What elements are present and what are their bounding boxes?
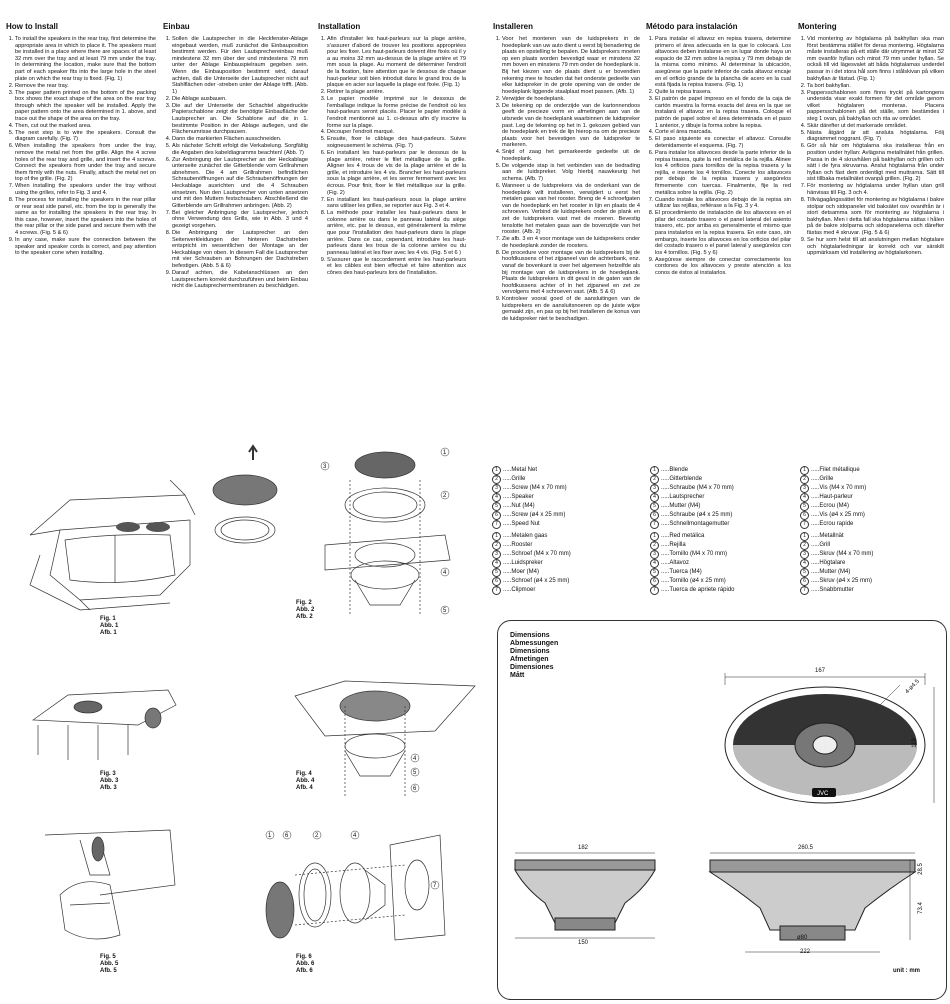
step-item: 5. Nästa åtgärd är att ansluta högtalarna. Följ diagrammet noggrant. (Fig. 7)	[807, 130, 944, 143]
step-item: 7. Zie afb. 3 en 4 voor montage van de luidsprekers onder de hoedeplank zonder de roosters.	[502, 236, 640, 249]
svg-text:5: 5	[443, 608, 447, 614]
dim-28: 28.5	[917, 863, 924, 875]
number-badge: 5	[650, 568, 659, 577]
fig4-illustration	[285, 676, 485, 801]
step-item: 4. Découper l'endroit marqué.	[327, 129, 466, 136]
step-item: 4. Then, cut out the marked area.	[15, 123, 156, 130]
dim-222: 222	[800, 949, 811, 955]
step-item: 7. When installing the speakers under the tray without using the grilles, refer to Fig. 3 and 4.	[15, 183, 156, 196]
number-badge: 3	[492, 550, 501, 559]
step-item: 5. The next step is to wire the speakers. Consult the diagram carefully. (Fig. 7)	[15, 130, 156, 143]
step-item: 2. Retirer la plage arrière.	[327, 89, 466, 96]
step-item: 9. Se hur som helst till att anslutningen mellan högtalare och högtalarledningar är korrekt och var särskilt uppmärksam vid installering av högtalarkonen.	[807, 237, 944, 257]
number-badge: 4	[650, 493, 659, 502]
list-item: 7 ..... Ecrou rapide	[800, 520, 866, 529]
list-item: 6 ..... Vis (ø4 x 25 mm)	[800, 511, 866, 520]
section-title: How to Install	[6, 22, 58, 31]
dim-width-167: 167	[815, 668, 826, 674]
fig5-illustration	[40, 825, 180, 950]
number-badge: 1	[800, 466, 809, 475]
list-item: 1 ..... Metal Net	[492, 466, 567, 475]
number-badge: 3	[800, 550, 809, 559]
step-item: 9. Asegúrese siempre de conectar correctamente los cordones de los altavoces y preste atención a los conos de éstos al instalarlos.	[655, 257, 791, 277]
fig5-caption: Fig. 5 Abb. 5 Afb. 5	[100, 954, 119, 974]
number-badge: 7	[492, 586, 501, 595]
step-item: 6. Zur Anbringung der Lautsprecher an der Heckablage unterseite zunächst die Gitterblende vom Grillrahmen abnehmen. Die 4 am Grillrahmen befindlichen Schraubenöffnungen auf die Schraubenöffnungen der Heckablage ausrichten und die 4 Schrauben einsetzen. Nun den Lautsprecher von unten ansetzen und mit den Muttern festschrauben. Abschließend die Gitterblende am Grillrahmen anbringen. (Abb. 2)	[172, 157, 308, 210]
dim-hole: 4-ø4.5	[904, 678, 921, 696]
dim-182: 182	[578, 845, 589, 851]
list-item: 4 ..... Lautsprecher	[650, 493, 734, 502]
step-item: 5. El paso siguiente es conectar el altavoz. Consulte detenidamente el esquema. (Fig. 7)	[655, 136, 791, 149]
step-item: 9. In any case, make sure the connection between the speaker and speaker cords is correct, and pay attention to the speaker cone when installing.	[15, 237, 156, 257]
list-item: 5 ..... Tuerca (M4)	[650, 568, 735, 577]
fig1-illustration	[20, 475, 200, 615]
parts-list-sv	[800, 532, 873, 595]
step-item: 2. Ta bort bakhyllan.	[807, 83, 944, 90]
speaker-front-view	[710, 665, 940, 815]
list-item: 5 ..... Moer (M4)	[492, 568, 571, 577]
step-item: 3. Pappersschablonen som finns tryckt på kartongens undersida visar exakt formen för det område genom vilket högtalaren monteras. Placera pappersschablonen på det ställe, som bestämdes i steg 1 ovan, på bakhyllan och rita av området.	[807, 90, 944, 123]
col-german	[163, 22, 308, 290]
step-item: 9. S'assurer que le raccordement entre les haut-parleurs et les câbles est bien effectué et faire attention aux cônes des haut-parleurs lors de l'installation.	[327, 257, 466, 277]
list-item: 2 ..... Grille	[800, 475, 866, 484]
step-item: 1. Afin d'installer les haut-parleurs sur la plage arrière, s'assurer d'abord de trouver les positions appropriées pour les fixer. Les haut-parleurs doivent être fixés où il y a au moins 32 mm au-dessus de la plage arrière et 79 mm sous la plage. Au moment de déterminer l'endroit de la fixation, faire attention que le dessous de chaque haut-parleur soit bien introduit dans le grand trou de la plaque en acier sur laquelle la plage est fixée. (Fig. 1)	[327, 36, 466, 89]
list-item: 7 ..... Speed Nut	[492, 520, 567, 529]
section-title: Installeren	[493, 22, 534, 31]
list-item: 6 ..... Tornillo (ø4 x 25 mm)	[650, 577, 735, 586]
list-item: 4 ..... Speaker	[492, 493, 567, 502]
number-badge: 7	[492, 520, 501, 529]
list-item: 3 ..... Skruv (M4 x 70 mm)	[800, 550, 873, 559]
step-item: 1. To install the speakers in the rear tray, first determine the appropriate area in which to place it. The speakers must be installed in a place where there are spaces of at least 32 mm over the tray and at least 79 mm under the tray. In determining the location, make sure that the bottom part of each speaker fits into the large hole in the steel plate on which the rear tray is fixed. (Fig. 1)	[15, 36, 156, 82]
speaker-left	[116, 522, 140, 532]
dim-73: 73.4	[917, 902, 924, 914]
list-item: 7 ..... Clipmoer	[492, 586, 571, 595]
svg-text:7: 7	[433, 883, 437, 889]
list-item: 5 ..... Mutter (M4)	[800, 568, 873, 577]
fig2-illustration	[205, 440, 485, 625]
list-item: 6 ..... Schroef (ø4 x 25 mm)	[492, 577, 571, 586]
step-item: 5. De volgende stap is het verbinden van de bedrading aan de luidspreker. Volg hierbij nauwkeurig het schema. (Afb. 7)	[502, 163, 640, 183]
list-item: 3 ..... Schroef (M4 x 70 mm)	[492, 550, 571, 559]
list-item: 1 ..... Red metálica	[650, 532, 735, 541]
step-item: 5. Als nächster Schritt erfolgt die Verkabelung. Sorgfältig die Angaben des kabeldiagramms beachten! (Abb. 7)	[172, 143, 308, 156]
step-item: 8. The process for installing the speakers in the rear pillar or rear seat side panel, etc. from the top is generally the same as for installing the speakers in the rear tray. In this case, however, insert the speakers into the holes of the rear pillar or the side panel and secure them with the 4 screws. (Fig. 5 & 6)	[15, 197, 156, 237]
step-list	[493, 36, 640, 323]
list-item: 4 ..... Altavoz	[650, 559, 735, 568]
step-item: 8. El procedimiento de instalación de los altavoces en el pilar del costado trasero o el panel lateral del asiento trasero, etc. por arriba es generalmente el mismo que para instalarlos en la repisa trasera. En este caso, sin embargo, inserte los altavoces en los orificios del pilar del costado trasero o el panel lateral y asegúrelos con los 4 tornillos. (Fig. 5 y 6)	[655, 210, 791, 256]
section-title: Installation	[318, 22, 361, 31]
step-item: 1. Vid montering av högtalarna på bakhyllan ska man först bestämma stället för deras montering. Högtalarna måste installeras på ett ställe där utrymmet är minst 32 mm ovanför hyllan och minst 79 mm under hyllan. Se också till vid lägesvalet att båda högtalarnas underdel passar in i det stora hål som finns i stålskivan på vilken bakhyllan är fästad. (Fig. 1)	[807, 36, 944, 82]
step-item: 7. Cuando instale los altavoces debajo de la repisa sin utilizar las rejillas, refiérase a la Fig. 3 y 4.	[655, 197, 791, 210]
parts-list-es	[650, 532, 735, 595]
list-item: 4 ..... Luidspreker	[492, 559, 571, 568]
number-badge: 3	[492, 484, 501, 493]
section-title: Montering	[798, 22, 837, 31]
speaker-right	[146, 522, 170, 532]
step-item: 3. Die auf der Unterseite der Schachtel abgedruckte Papierschablone zeigt die benötigte Einbaufläche der Lautsprecher an. Die Schablone auf die in 1. bestimmte Position in der Ablage auflegen, und die Flächenumrisse durchpausen.	[172, 103, 308, 136]
step-item: 8. Die Anbringung der Lautsprecher an den Seitenverkleidungen der hinteren Dachstreben entspricht im wesentlichen der Montage an der Heckablage von oben. In diesem Fall die Lautsprecher mit vier Schrauben an Bohrungen der Dachstreben befestigen. (Abb. 5 & 6)	[172, 230, 308, 270]
number-badge: 1	[800, 532, 809, 541]
number-badge: 1	[650, 466, 659, 475]
step-item: 4. Corte el área marcada.	[655, 129, 791, 136]
number-badge: 1	[492, 532, 501, 541]
step-list	[318, 36, 466, 277]
number-badge: 5	[650, 502, 659, 511]
fig1-caption: Fig. 1 Abb. 1 Afb. 1	[100, 616, 119, 636]
number-badge: 5	[492, 568, 501, 577]
list-item: 4 ..... Högtalare	[800, 559, 873, 568]
list-item: 3 ..... Schraube (M4 x 70 mm)	[650, 484, 734, 493]
list-item: 2 ..... Grill	[800, 541, 873, 550]
step-item: 4. Dann die markierten Flächen ausschneiden.	[172, 136, 308, 143]
brand-logo: JVC	[817, 791, 829, 797]
svg-text:4: 4	[443, 570, 447, 576]
step-item: 6. Wanneer u de luidsprekers via de onderkant van de hoedeplank wilt installeren, verwijdert u eerst het metalen gaas van het rooster. Breng de 4 schroefgaten van de hoedeplank en het rooster in lijn en plaats de 4 schroeven. Verbind de luidsprekers onder de plank en zet de luidsprekers vast met de moeren. Bevestig tenslotte het metalen gaas aan de bovenzijde van het rooster. (Afb. 2)	[502, 183, 640, 236]
list-item: 3 ..... Screw (M4 x 70 mm)	[492, 484, 567, 493]
step-item: 9. Kontroleer vooral goed of de aansluitingen van de luidsprekers en de aansluitsnoeren op de juiste wijze gemaakt zijn, en pas op bij het installeren de konus van de luidspreker niet te beschadigen.	[502, 296, 640, 322]
list-item: 5 ..... Ecrou (M4)	[800, 502, 866, 511]
number-badge: 3	[650, 550, 659, 559]
step-item: 1. Para instalar el altavoz en repisa trasera, determine primero el área adecuada en la que lo colocará. Los altavoces deben instalarse en un lugar donde haya un espacio de 32 mm sobre la repisa y 79 mm debajo de la misma como mínimo. Al determinar la ubicación, asegúrese que la parte inferior de cada altavoz encaje en el orificio grande de la plancha de acero en la cual está fijada la repisa trasera. (Fig. 1)	[655, 36, 791, 89]
dim-height-119: 119	[911, 738, 918, 748]
number-badge: 2	[650, 541, 659, 550]
number-badge: 5	[492, 502, 501, 511]
number-badge: 6	[650, 577, 659, 586]
list-item: 7 ..... Tuerca de apriete rápido	[650, 586, 735, 595]
list-item: 3 ..... Tornillo (M4 x 70 mm)	[650, 550, 735, 559]
dim-260: 260.5	[798, 845, 814, 851]
number-badge: 2	[800, 475, 809, 484]
number-badge: 1	[492, 466, 501, 475]
number-badge: 4	[492, 493, 501, 502]
list-item: 2 ..... Grille	[492, 475, 567, 484]
list-item: 6 ..... Screw (ø4 x 25 mm)	[492, 511, 567, 520]
parts-list-en	[492, 466, 567, 529]
svg-text:1: 1	[268, 833, 272, 839]
col-dutch	[493, 22, 640, 323]
fig6-caption: Fig. 6 Abb. 6 Afb. 6	[296, 954, 315, 974]
step-item: 6. When installing the speakers from under the tray, remove the metal net from the grille. Align the 4 screw holes of the rear tray and grille, and insert the 4 screws. Connect the speakers from under the tray and secure them firmly with the nuts. Finally, attach the metal net on top of the grille. (Fig. 2)	[15, 143, 156, 183]
svg-text:5: 5	[413, 770, 417, 776]
svg-text:1: 1	[443, 450, 447, 456]
step-item: 3. De tekening op de onderzijde van de kartonnendoos geeft de precieze vorm en afmetingen aan van de uitsnede van de hoedeplank waarbinnen de luidspreker past. Leg de tekening op het in 1. gekozen gebied van de hoedeplank en trek de lijn hierop na om de precieze plaats voor het bevestigen van de luidspreker te markeren.	[502, 103, 640, 149]
col-english	[6, 22, 156, 257]
dim-80: ø80	[797, 935, 808, 941]
list-item: 1 ..... Filet métallique	[800, 466, 866, 475]
step-list	[163, 36, 308, 290]
step-item: 3. The paper pattern printed on the bottom of the packing box shows the exact shape of the area on the rear tray through which the speaker will be installed. Apply the paper pattern onto the area determined in 1. above, and trace out the shape of the area on the tray.	[15, 90, 156, 123]
col-swedish	[798, 22, 944, 257]
step-item: 3. Le papier modèle imprimé sur le dessous de l'emballage indique la forme précise de l'endroit où les haut-parleurs seront placés. Placer le papier modèle à l'endroit mentionné au 1. ci-dessus afin d'y inscrire la forme sur la plage.	[327, 96, 466, 129]
list-item: 1 ..... Metallnät	[800, 532, 873, 541]
dim-150: 150	[578, 940, 589, 946]
section-title: Método para instalación	[646, 22, 738, 31]
number-badge: 6	[650, 511, 659, 520]
number-badge: 2	[800, 541, 809, 550]
col-spanish	[646, 22, 791, 277]
svg-text:2: 2	[443, 493, 447, 499]
number-badge: 6	[492, 511, 501, 520]
list-item: 2 ..... Rejilla	[650, 541, 735, 550]
number-badge: 5	[800, 502, 809, 511]
number-badge: 7	[650, 586, 659, 595]
number-badge: 3	[800, 484, 809, 493]
step-item: 1. Sollen die Lautsprecher in die Heckfenster-Ablage eingebaut werden, muß zunächst die Einbauposition bestimmt werden. Für den Lautsprechereinbau muß mindestens 32 mm über der und mindestens 79 mm unter der Ablage Einbauspielraum gegeben sein. Wenn die Einbauposition bestimmt wird, darauf achten, daß die Unterseite der Lautsprecher nicht auf Stahlflächen oder -streben unter der Ablage trifft. (Abb. 1)	[172, 36, 308, 95]
step-list	[6, 36, 156, 257]
list-item: 1 ..... Blende	[650, 466, 734, 475]
step-item: 3. El patrón de papel impreso en el fondo de la caja de cartón muestra la forma exacta del área en la que se instalará el altavoz en la repisa trasera. Coloque el patrón de papel sobre el área determinada en el paso 1 anterior, y dibuje la forma sobre la repisa.	[655, 96, 791, 129]
number-badge: 6	[800, 577, 809, 586]
step-item: 7. För montering av högtalarna under hyllan utan grill hänvisas till Fig. 3 och 4.	[807, 183, 944, 196]
list-item: 6 ..... Schraube (ø4 x 25 mm)	[650, 511, 734, 520]
number-badge: 2	[492, 541, 501, 550]
list-item: 3 ..... Vis (M4 x 70 mm)	[800, 484, 866, 493]
fig2-caption: Fig. 2 Abb. 2 Afb. 2	[296, 600, 315, 620]
list-item: 4 ..... Haut-parleur	[800, 493, 866, 502]
number-badge: 7	[650, 520, 659, 529]
step-list	[798, 36, 944, 257]
number-badge: 2	[650, 475, 659, 484]
fig3-illustration	[28, 680, 178, 765]
number-badge: 3	[650, 484, 659, 493]
step-item: 6. Para instalar los altavoces desde la parte inferior de la repisa trasera, quite la red metálica de la rejilla. Alinee los 4 orificios para tornillos de la repisa trasera y la rejilla, e inserte los 4 tornillos. Conecte los altavoces por debajo de la repisa trasera y asegúrelos firmemente con tuercas. Finalmente, fije la red metálica sobre la rejilla. (Fig. 2)	[655, 150, 791, 196]
step-item: 4. Snijd of zaag het gemarkeerde gedeelte uit de hoedeplank.	[502, 149, 640, 162]
fig4-caption: Fig. 4 Abb. 4 Afb. 4	[296, 771, 315, 791]
svg-text:3: 3	[323, 464, 327, 470]
list-item: 7 ..... Schnellmontagemutter	[650, 520, 734, 529]
list-item: 2 ..... Gitterblende	[650, 475, 734, 484]
fig3-caption: Fig. 3 Abb. 3 Afb. 3	[100, 771, 119, 791]
step-item: 2. Quite la repisa trasera.	[655, 89, 791, 96]
step-list	[646, 36, 791, 277]
number-badge: 4	[650, 559, 659, 568]
number-badge: 5	[800, 568, 809, 577]
step-item: 7. En installant les haut-parleurs sous la plage arrière sans utiliser les grilles, se reporter aux Fig. 3 et 4.	[327, 197, 466, 210]
step-item: 4. Skär därefter ut det markerade området.	[807, 123, 944, 130]
col-french	[318, 22, 466, 277]
step-item: 2. Die Ablage ausbauen.	[172, 96, 308, 103]
number-badge: 6	[800, 511, 809, 520]
list-item: 5 ..... Nut (M4)	[492, 502, 567, 511]
number-badge: 2	[492, 475, 501, 484]
parts-list-fr	[800, 466, 866, 529]
svg-text:4: 4	[353, 833, 357, 839]
unit-label: unit : mm	[893, 968, 920, 974]
step-item: 8. Tillvägagångssättet för montering av högtalarna i bakre stolpar och sidopaneler vid baksätet osv ovanifrån är i stort detsamma som för montering av högtalarna i bakhyllan. Men i detta fall ska högtalarna sättas i hålen på de bakre stolparna och sidopanelerna och därefter fästas med 4 skruvar. (Fig. 5 & 6)	[807, 197, 944, 237]
number-badge: 7	[800, 520, 809, 529]
svg-text:6: 6	[413, 786, 417, 792]
step-item: 8. La méthode pour installer les haut-parleurs dans le colonne arrière ou dans le panneau latéral du siège arrière, etc. par le dessus, est généralement la même que pour l'installation des haut-parleurs dans la plage arrière. Dans ce cas, cependant, introduire les haut-parleurs dans les trous de la colonne arrière ou du panneau latéral et les fixer avec les 4 vis. (Fig. 5 et 6 )	[327, 210, 466, 256]
svg-text:2: 2	[315, 833, 319, 839]
number-badge: 6	[492, 577, 501, 586]
speaker-side-view-right	[705, 848, 920, 958]
speaker-side-view-left	[505, 848, 665, 943]
step-item: 5. Ensuite, fixer le câblage des haut-parleurs. Suivre soigneusement le schéma. (Fig. 7)	[327, 136, 466, 149]
step-item: 1. Voor het monteren van de luidsprekers in de hoedeplank van uw auto dient u eerst bij benadering de plaats en opstelling te bepalen. De luidsprekers moeten op een plaats worden bevestigd waar er minstens 32 mm boven en minstens 79 mm onder de hoedeplank is. Bij het kiezen van de plaats dient u er bovendien rekening mee te houden dat het onderste gedeelte van elke luidspreker in de grote opening van de onder de hoedeplank liggende staalplaat moet passen. (Afb. 1)	[502, 36, 640, 95]
list-item: 1 ..... Metalen gaas	[492, 532, 571, 541]
parts-list-nl	[492, 532, 571, 595]
list-item: 6 ..... Skruv (ø4 x 25 mm)	[800, 577, 873, 586]
parts-list-de	[650, 466, 734, 529]
step-item: 2. Remove the rear tray.	[15, 83, 156, 90]
number-badge: 7	[800, 586, 809, 595]
step-item: 8. De procedure voor montage van de luidsprekers bij de hoofdkussens of het zijpaneel van de achterbank, enz. vanaf de bovenkant is over het algemeen hetzelfde als bij montage van de luidsprekers in de hoedeplank. Plaats de luidsprekers in dit geval in de gaten van de hoofdkussens achter of in het zijpaneel en zet ze vervolgens met 4 schroeven vast. (Afb. 5 & 6)	[502, 250, 640, 296]
number-badge: 4	[492, 559, 501, 568]
step-item: 6. En installant les haut-parleurs par le dessous de la plage arrière, retirer le filet métallique de la grille. Aligner les 4 trous de vis de la plage arrière et de la grille, et introduire les 4 vis. Brancher les haut-parleurs sous la plage arrière, et les serrer fermement avec les écrous. Pour finir, fixer le filet métallique sur la grille. (Fig. 2)	[327, 150, 466, 196]
list-item: 2 ..... Rooster	[492, 541, 571, 550]
number-badge: 4	[800, 559, 809, 568]
step-item: 6. Gör så här om högtalarna ska installeras från en position under hyllan: Avlägsna metallnätet från grillen. Passa in de 4 skruvhålen på bakhyllan och grillen och sätt i de fyra skruvarna. Anslut högtalarna från under hyllan och fäst dem ordentligt med muttrarna. Sätt till sist tillbaka metallnätet ovanpå grillen. (Fig. 2)	[807, 143, 944, 183]
fig6-illustration	[255, 825, 455, 950]
svg-text:6: 6	[285, 833, 289, 839]
number-badge: 1	[650, 532, 659, 541]
dimensions-titles: Dimensions Abmessungen Dimensions Afmetingen Dimensiones Mått	[510, 632, 559, 679]
step-item: 7. Bei gleicher Anbringung der Lautsprecher, jedoch ohne Verwendung des Grills, wie in Abb. 3 und 4 gezeigt vorgehen.	[172, 210, 308, 230]
list-item: 7 ..... Snabbmutter	[800, 586, 873, 595]
section-title: Einbau	[163, 22, 190, 31]
step-item: 9. Darauf achten, die Kabelanschlüssen an den Lautsprechern korrekt durchzuführen und beim Einbau nicht die Lautsprechermembranen zu beschädigen.	[172, 270, 308, 290]
step-item: 2. Verwijder de hoedeplank.	[502, 96, 640, 103]
list-item: 5 ..... Mutter (M4)	[650, 502, 734, 511]
svg-text:4: 4	[413, 756, 417, 762]
number-badge: 4	[800, 493, 809, 502]
